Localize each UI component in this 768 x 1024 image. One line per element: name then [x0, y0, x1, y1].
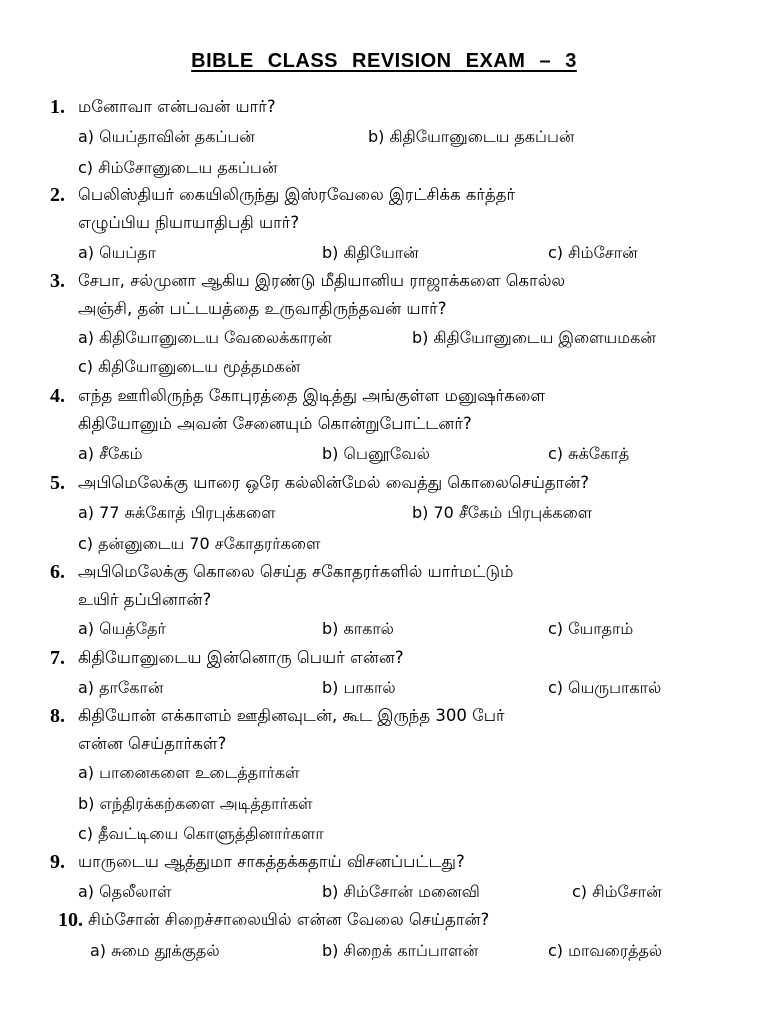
option-c: c) தன்னுடைய 70 சகோதரர்களை	[78, 534, 321, 553]
question-text: மனோவா என்பவன் யார்?	[78, 97, 276, 116]
option-c: c) யோதாம்	[548, 619, 634, 638]
option-b: b) பாகால்	[322, 678, 396, 697]
question-text: என்ன செய்தார்கள்?	[78, 734, 227, 753]
option-c: c) சிம்சோனுடைய தகப்பன்	[78, 158, 278, 177]
question-text: கிதியோனுடைய இன்னொரு பெயர் என்ன?	[78, 648, 404, 667]
question-number: 10.	[58, 909, 83, 931]
option-a: a) தாகோன்	[78, 678, 164, 697]
option-a: a) யெப்தாவின் தகப்பன்	[78, 127, 255, 146]
question-text: உயிர் தப்பினான்?	[78, 590, 212, 609]
question-text: அபிமெலேக்கு கொலை செய்த சகோதரர்களில் யார்மட்டும்	[78, 562, 514, 581]
option-b: b) எந்திரக்கற்களை அடித்தார்கள்	[78, 794, 313, 813]
question-number: 4.	[50, 385, 65, 407]
question-text: எழுப்பிய நியாயாதிபதி யார்?	[78, 213, 300, 232]
question-number: 1.	[50, 96, 65, 118]
option-a: a) தெலீலாள்	[78, 882, 172, 901]
option-a: a) 77 சுக்கோத் பிரபுக்களை	[78, 503, 276, 522]
option-b: b) கிதியோன்	[322, 243, 419, 262]
question-text: சேபா, சல்முனா ஆகிய இரண்டு மீதியானிய ராஜாக்களை கொல்ல	[78, 271, 566, 290]
option-b: b) கிதியோனுடைய தகப்பன்	[368, 127, 575, 146]
question-number: 2.	[50, 184, 65, 206]
question-number: 3.	[50, 270, 65, 292]
option-c: c) மாவரைத்தல்	[548, 941, 663, 960]
option-a: a) கிதியோனுடைய வேலைக்காரன்	[78, 328, 332, 347]
option-b: b) சிம்சோன் மனைவி	[322, 882, 480, 901]
question-text: அஞ்சி, தன் பட்டயத்தை உருவாதிருந்தவன் யார்?	[78, 299, 447, 318]
option-c: c) சிம்சோன்	[572, 882, 662, 901]
question-text: கிதியோன் எக்காளம் ஊதினவுடன், கூட இருந்த 300 பேர்	[78, 706, 505, 725]
option-b: b) பெனூவேல்	[322, 444, 430, 463]
question-text: அபிமெலேக்கு யாரை ஒரே கல்லின்மேல் வைத்து கொலைசெய்தான்?	[78, 473, 590, 492]
option-b: b) சிறைக் காப்பாளன்	[322, 941, 479, 960]
question-number: 5.	[50, 472, 65, 494]
option-a: a) யெப்தா	[78, 243, 156, 262]
option-a: a) பானைகளை உடைத்தார்கள்	[78, 763, 300, 782]
question-number: 6.	[50, 561, 65, 583]
question-number: 9.	[50, 851, 65, 873]
option-c: c) தீவட்டியை கொளுத்தினார்களா	[78, 824, 324, 843]
option-c: c) கிதியோனுடைய மூத்தமகன்	[78, 357, 301, 376]
question-text: எந்த ஊரிலிருந்த கோபுரத்தை இடித்து அங்குள்ள மனுஷர்களை	[78, 386, 546, 405]
question-text: கிதியோனும் அவன் சேனையும் கொன்றுபோட்டனர்?	[78, 414, 472, 433]
question-number: 8.	[50, 705, 65, 727]
option-a: a) யெத்தேர்	[78, 619, 166, 638]
question-text: பெலிஸ்தியர் கையிலிருந்து இஸ்ரவேலை இரட்சிக்க கர்த்தர்	[78, 185, 516, 204]
option-b: b) காகால்	[322, 619, 394, 638]
option-c: c) சிம்சோன்	[548, 243, 638, 262]
question-text: யாருடைய ஆத்துமா சாகத்தக்கதாய் விசனப்பட்டது?	[78, 852, 465, 871]
option-b: b) கிதியோனுடைய இளையமகன்	[412, 328, 656, 347]
question-text: சிம்சோன் சிறைச்சாலையில் என்ன வேலை செய்தான்?	[88, 910, 490, 929]
option-c: c) யெருபாகால்	[548, 678, 662, 697]
question-number: 7.	[50, 647, 65, 669]
exam-title: BIBLE CLASS REVISION EXAM – 3	[191, 50, 577, 72]
option-c: c) சுக்கோத்	[548, 444, 630, 463]
option-b: b) 70 சீகேம் பிரபுக்களை	[412, 503, 593, 522]
option-a: a) சுமை தூக்குதல்	[90, 941, 220, 960]
option-a: a) சீகேம்	[78, 444, 143, 463]
